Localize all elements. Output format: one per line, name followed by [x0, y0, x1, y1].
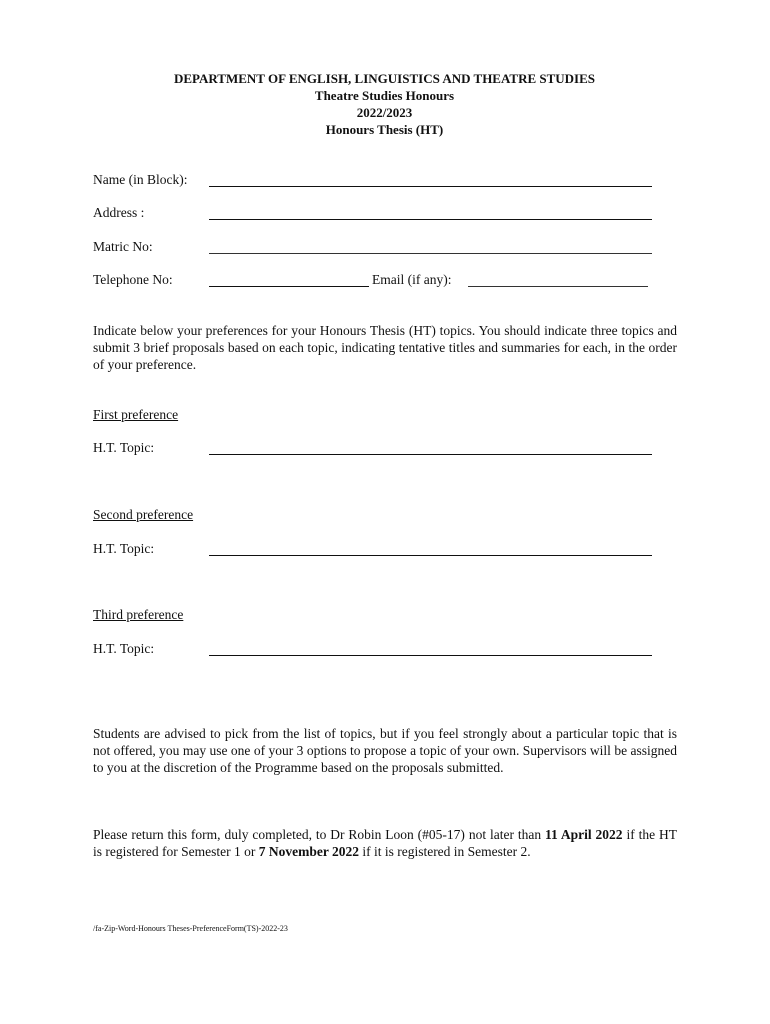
instructions-paragraph: Indicate below your preferences for your Honours Thesis (HT) topics. You should indicate three topics and submit 3 brief proposals based on each topic, indicating tentative titles and summaries for each, in the order of your preference. [93, 323, 677, 372]
academic-year: 2022/2023 [356, 105, 413, 120]
third-preference-heading: Third preference [93, 607, 184, 622]
address-input-line[interactable] [209, 219, 652, 220]
email-label: Email (if any): [372, 272, 452, 287]
return-deadline-semester-1: 11 April 2022 [545, 827, 623, 842]
advice-paragraph: Students are advised to pick from the list of topics, but if you feel strongly about a particular topic that is not offered, you may use one of your 3 options to propose a topic of your own. Supervisors will be assigned to you at the discretion of the Programme based on the proposals submitted. [93, 726, 677, 775]
address-label: Address : [93, 205, 145, 220]
email-input-line[interactable] [468, 286, 648, 287]
second-topic-field [93, 541, 663, 561]
name-input-line[interactable] [209, 186, 652, 187]
third-topic-label: H.T. Topic: [93, 641, 155, 656]
return-note-text-3: if it is registered in Semester 2. [358, 844, 531, 859]
first-topic-label: H.T. Topic: [93, 440, 155, 455]
matric-input-line[interactable] [209, 253, 652, 254]
file-path-footer: /fa-Zip-Word-Honours Theses-PreferenceForm(TS)-2022-23 [93, 924, 288, 933]
matric-field [93, 239, 663, 259]
second-topic-label: H.T. Topic: [93, 541, 155, 556]
return-note-paragraph [93, 826, 677, 860]
return-deadline-semester-2: 7 November 2022 [258, 844, 359, 859]
name-label: Name (in Block): [93, 172, 188, 187]
first-topic-field [93, 440, 663, 460]
third-topic-field [93, 641, 663, 661]
telephone-label: Telephone No: [93, 272, 173, 287]
first-preference-heading: First preference [93, 407, 179, 422]
form-title: Honours Thesis (HT) [325, 122, 444, 137]
department-title: DEPARTMENT OF ENGLISH, LINGUISTICS AND THEATRE STUDIES [173, 71, 596, 86]
programme-title: Theatre Studies Honours [314, 88, 455, 103]
first-topic-input-line[interactable] [209, 454, 652, 455]
matric-label: Matric No: [93, 239, 153, 254]
return-note-text-2: if the HT is registered for Semester 1 or [93, 827, 677, 859]
address-field [93, 205, 663, 225]
telephone-input-line[interactable] [209, 286, 369, 287]
second-topic-input-line[interactable] [209, 555, 652, 556]
return-note-text-1: Please return this form, duly completed, to Dr Robin Loon (#05-17) not later than [93, 827, 545, 842]
second-preference-heading: Second preference [93, 507, 194, 522]
name-field [93, 172, 663, 192]
third-topic-input-line[interactable] [209, 655, 652, 656]
form-header [93, 70, 676, 138]
telephone-email-field [93, 272, 663, 292]
